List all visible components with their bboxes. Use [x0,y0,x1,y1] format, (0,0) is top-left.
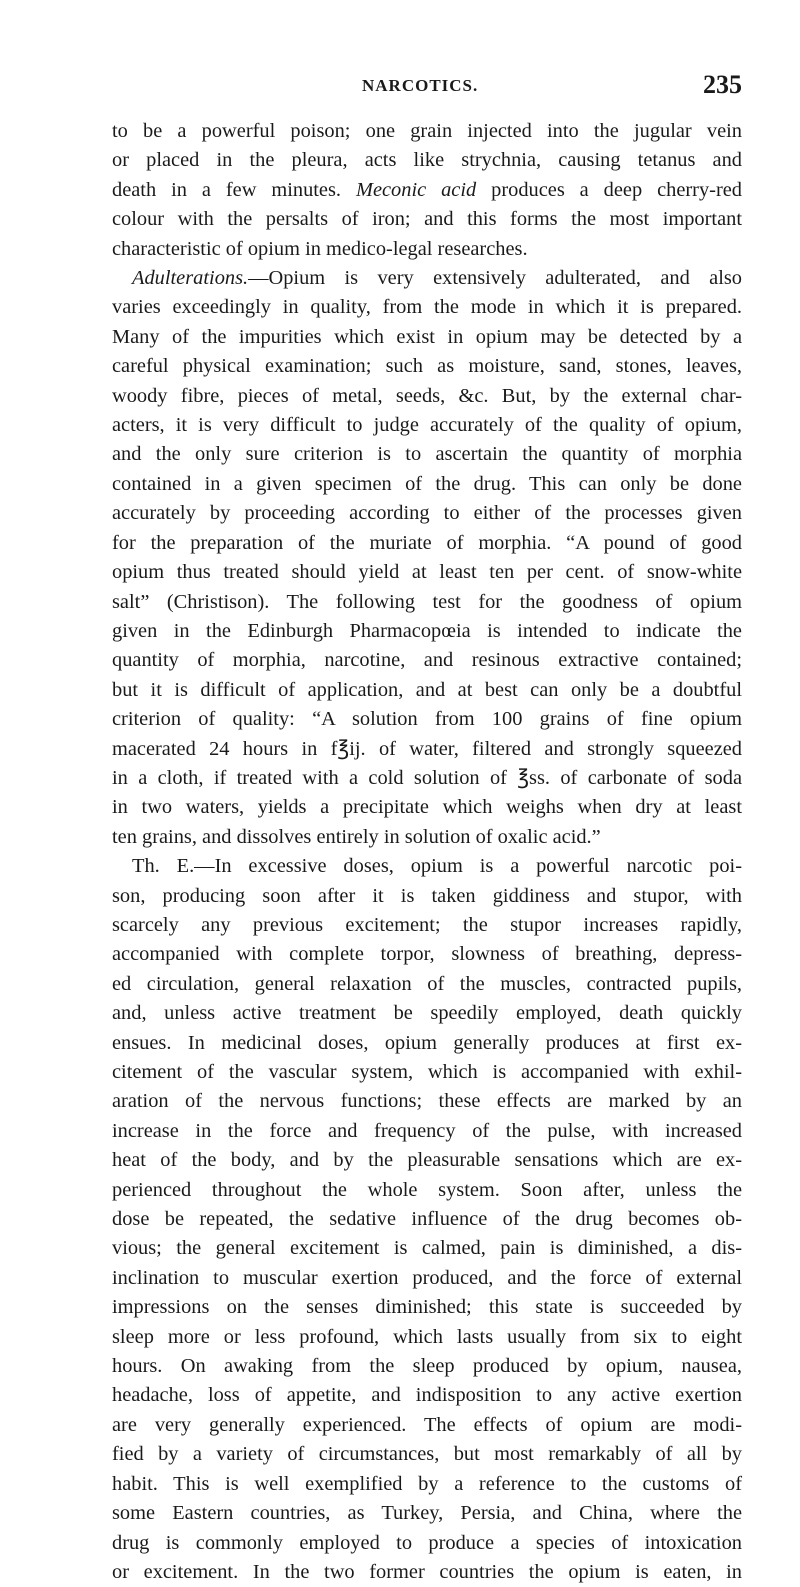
paragraph-3-line-5: ed circulation, general relaxation of the muscles, contracted pupils, [112,972,742,995]
paragraph-3-line-2: son, producing soon after it is taken giddiness and stupor, with [112,884,742,907]
paragraph-3-line-21: fied by a variety of circumstances, but most remarkably of all by [112,1443,742,1466]
paragraph-3-line-12: perienced throughout the whole system. Soon after, unless the [112,1178,742,1201]
paragraph-3-line-4: accompanied with complete torpor, slowness of breathing, depress- [112,943,742,966]
paragraph-3-line-8: citement of the vascular system, which is accompanied with exhil- [112,1061,742,1083]
heading-rest: —Opium is very extensively adulterated, and also [248,267,742,290]
paragraph-2-line-2: varies exceedingly in quality, from the mode in which it is prepared. [112,296,742,319]
paragraph-1-line-4: colour with the persalts of iron; and this forms the most important [112,208,742,231]
paragraph-3-line-17: sleep more or less profound, which lasts usually from six to eight [112,1325,742,1348]
paragraph-2-line-15: but it is difficult of application, and at best can only be a doubtful [112,678,742,701]
paragraph-2-line-7: and the only sure criterion is to ascertain the quantity of morphia [112,443,742,466]
paragraph-3-line-19: headache, loss of appetite, and indisposition to any active exertion [112,1384,742,1407]
paragraph-3-line-13: dose be repeated, the sedative influence of the drug becomes ob- [112,1208,742,1231]
paragraph-2-line-10: for the preparation of the muriate of morphia. “A pound of good [112,531,742,554]
paragraph-2-line-16: criterion of quality: “A solution from 100 grains of fine opium [112,708,742,731]
paragraph-2-line-19: in two waters, yields a precipitate which weighs when dry at least [112,796,742,819]
paragraph-3-line-22: habit. This is well exemplified by a reference to the customs of [112,1472,742,1495]
paragraph-2-line-8: contained in a given specimen of the drug. This can only be done [112,472,742,495]
running-head: NARCOTICS. [362,76,479,95]
line-start: death in a few minutes. [112,178,342,201]
page-number: 235 [703,70,742,99]
paragraph-1-line-3 [112,176,742,205]
paragraph-2-line-1 [112,264,742,293]
paragraph-3-line-3: scarcely any previous excitement; the stupor increases rapidly, [112,913,742,936]
paragraph-2-line-5: woody fibre, pieces of metal, seeds, &c. But, by the external char- [112,384,742,407]
line-end: produces a deep cherry-red [491,178,742,201]
paragraph-1-line-2: or placed in the pleura, acts like strychnia, causing tetanus and [112,149,742,172]
adulterations-heading: Adulterations. [132,267,249,290]
paragraph-2-line-11: opium thus treated should yield at least ten per cent. of snow-white [112,561,742,584]
paragraph-3-line-20: are very generally experienced. The effects of opium are modi- [112,1413,742,1436]
paragraph-3-line-18: hours. On awaking from the sleep produced by opium, nausea, [112,1355,742,1378]
paragraph-3-line-24: drug is commonly employed to produce a species of intoxication [112,1531,742,1554]
page-header [112,70,742,100]
paragraph-1-line-5: characteristic of opium in medico-legal researches. [112,237,528,260]
meconic-acid-term: Meconic acid [355,178,477,201]
paragraph-3-line-10: increase in the force and frequency of the pulse, with increased [112,1119,742,1142]
paragraph-2-line-20: ten grains, and dissolves entirely in solution of oxalic acid.” [112,825,601,848]
paragraph-2-line-9: accurately by proceeding according to either of the processes given [112,502,742,525]
paragraph-3-line-16: impressions on the senses diminished; this state is succeeded by [112,1296,742,1319]
paragraph-3-line-7: ensues. In medicinal doses, opium generally produces at first ex- [112,1031,742,1054]
paragraph-1-line-1: to be a powerful poison; one grain injected into the jugular vein [112,120,742,142]
paragraph-2-line-12: salt” (Christison). The following test for the goodness of opium [112,590,742,613]
paragraph-3-line-9: aration of the nervous functions; these effects are marked by an [112,1090,742,1113]
paragraph-3-line-11: heat of the body, and by the pleasurable sensations which are ex- [112,1149,742,1172]
paragraph-2-line-17: macerated 24 hours in f℥ij. of water, filtered and strongly squeezed [112,737,742,760]
paragraph-3-line-25: or excitement. In the two former countries the opium is eaten, in [112,1560,742,1583]
paragraph-3-line-15: inclination to muscular exertion produced, and the force of external [112,1266,742,1289]
paragraph-3-line-14: vious; the general excitement is calmed, pain is diminished, a dis- [112,1237,742,1260]
paragraph-3-line-1: Th. E.—In excessive doses, opium is a powerful narcotic poi- [132,855,742,878]
paragraph-3-line-23: some Eastern countries, as Turkey, Persia, and China, where the [112,1502,742,1525]
paragraph-3-line-6: and, unless active treatment be speedily employed, death quickly [112,1002,742,1025]
paragraph-2-line-3: Many of the impurities which exist in opium may be detected by a [112,325,742,348]
paragraph-2-line-14: quantity of morphia, narcotine, and resinous extractive contained; [112,649,742,672]
body-text [112,117,742,1587]
paragraph-2-line-6: acters, it is very difficult to judge accurately of the quality of opium, [112,414,742,437]
paragraph-2-line-4: careful physical examination; such as moisture, sand, stones, leaves, [112,355,742,378]
paragraph-2-line-13: given in the Edinburgh Pharmacopœia is intended to indicate the [112,619,742,642]
paragraph-2-line-18: in a cloth, if treated with a cold solution of ℥ss. of carbonate of soda [112,766,742,789]
